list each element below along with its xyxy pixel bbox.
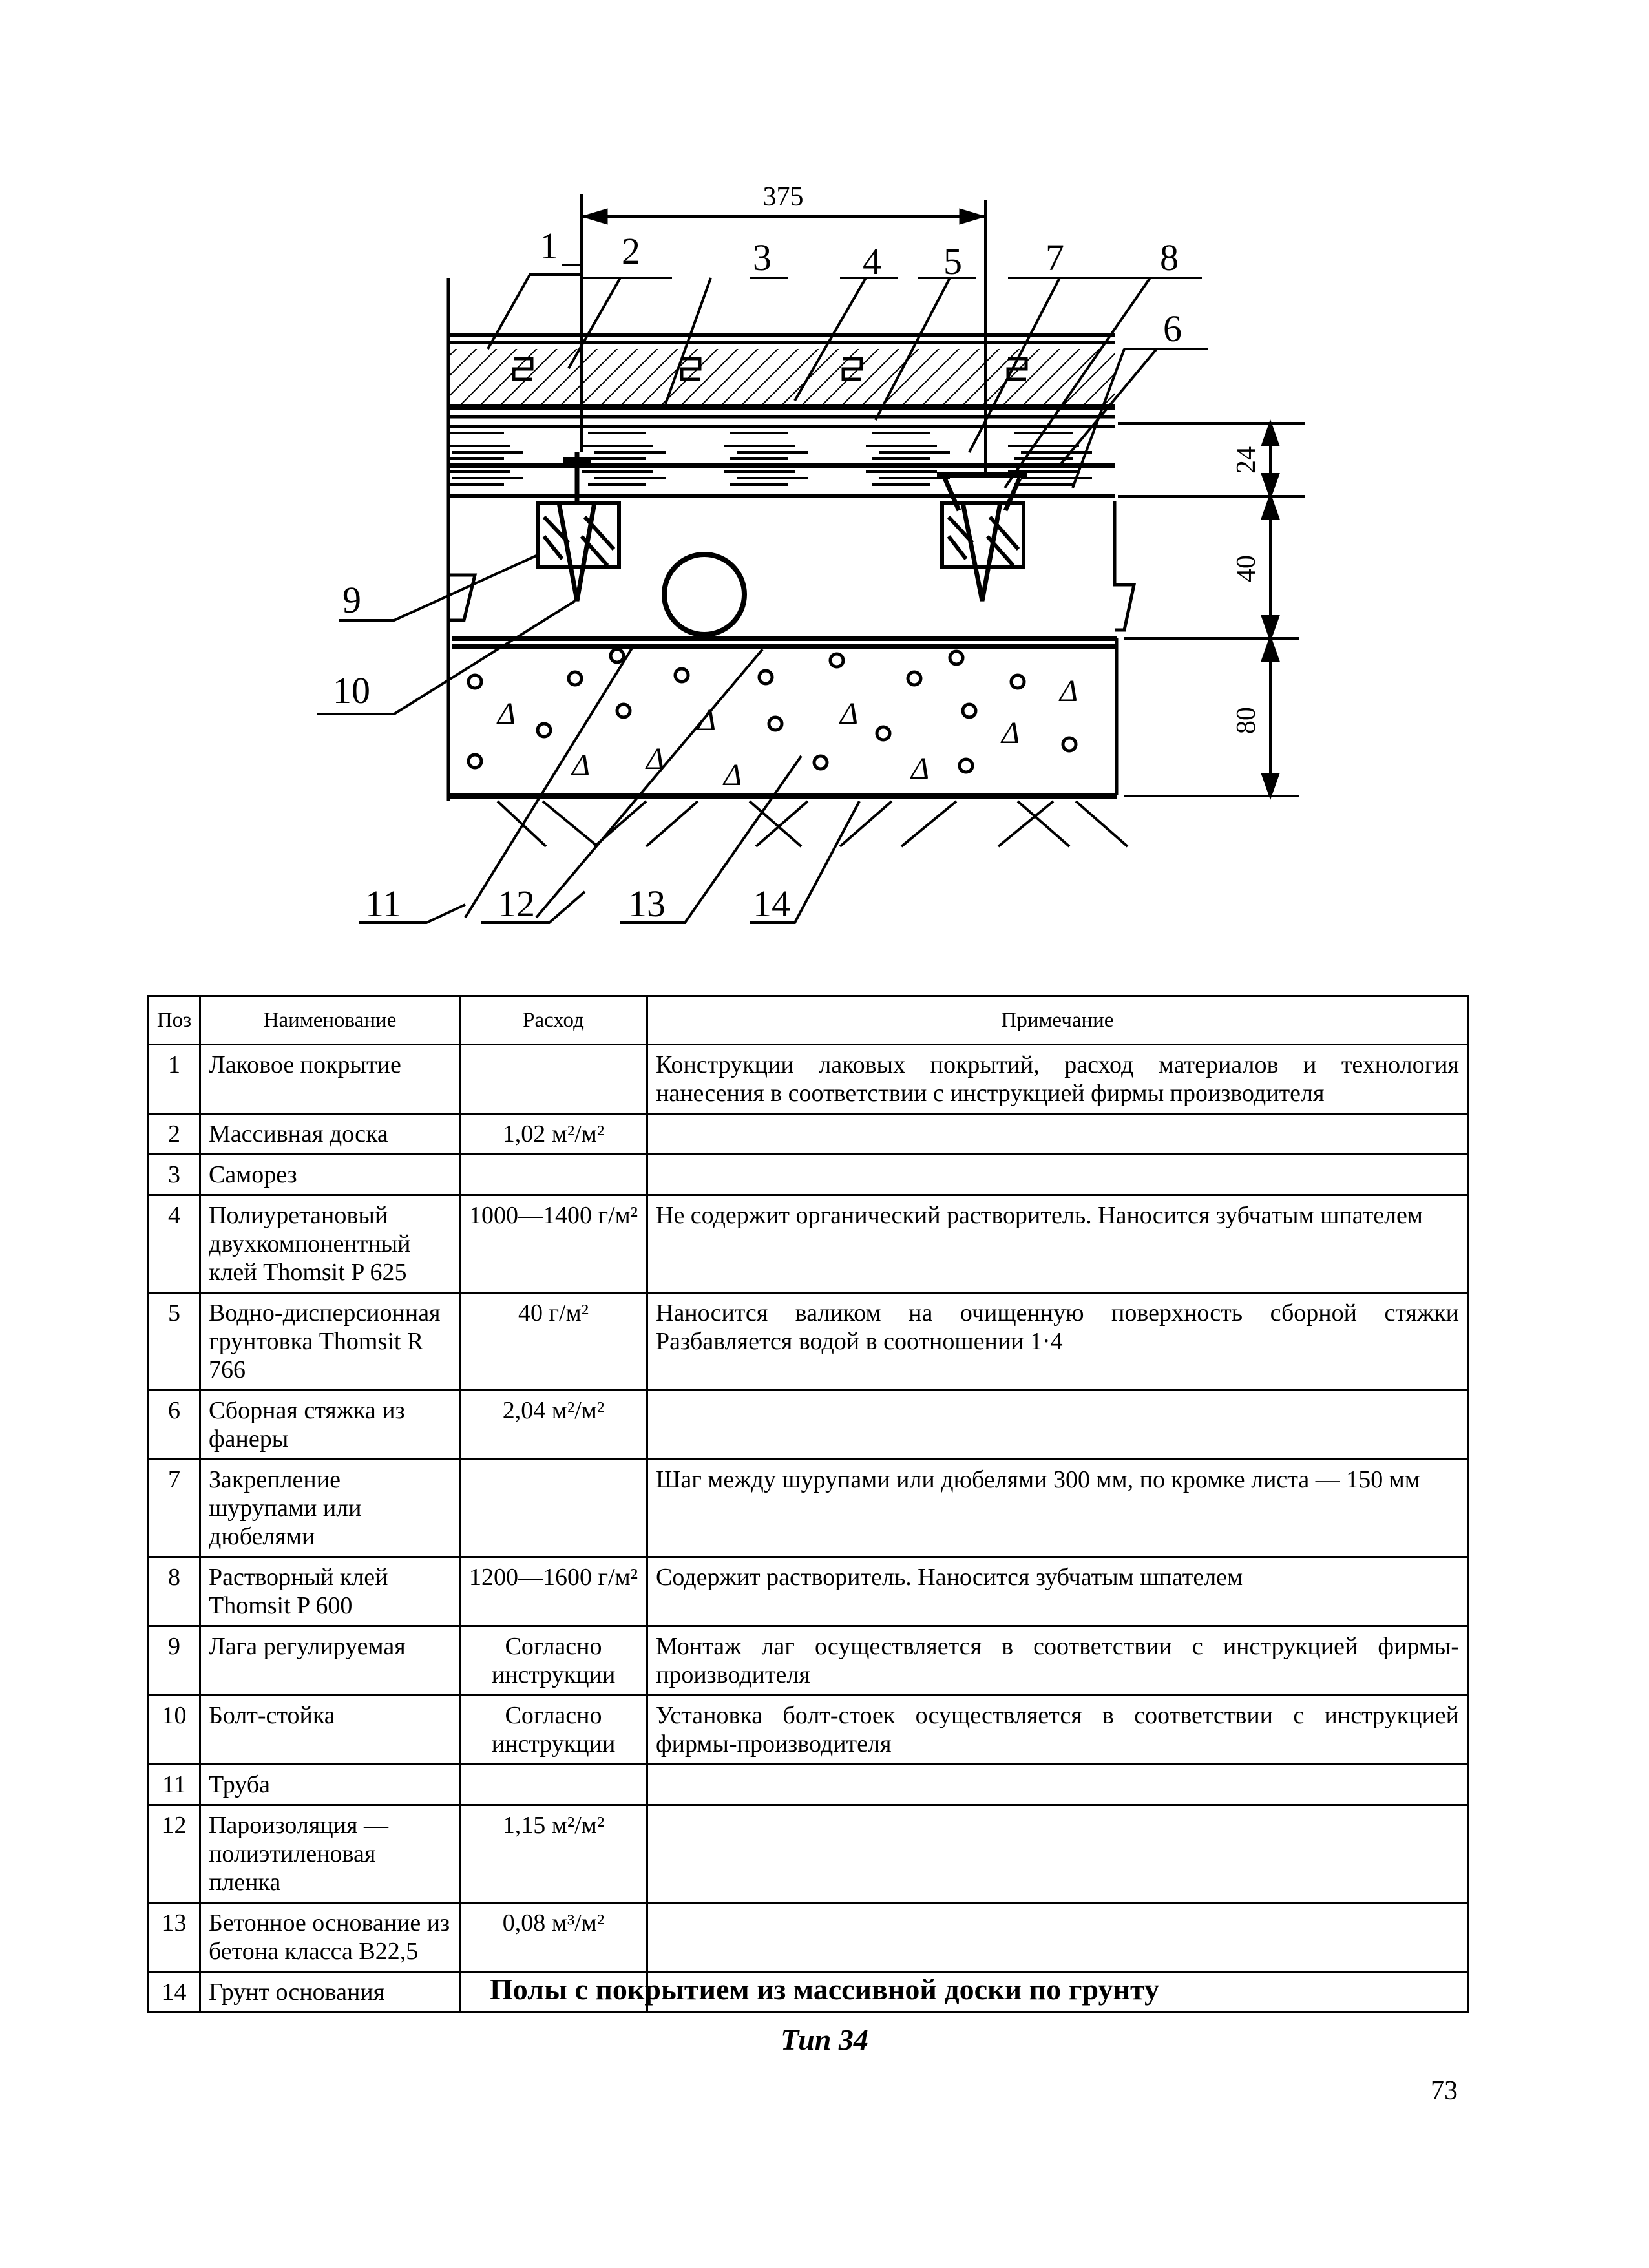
specification-table xyxy=(147,995,1469,2013)
callout-12: 12 xyxy=(498,883,535,925)
callout-14: 14 xyxy=(753,883,790,925)
callout-11: 11 xyxy=(365,883,401,925)
cell-name: Массивная доска xyxy=(200,1114,460,1155)
dimension-width: 375 xyxy=(762,182,804,212)
callout-5: 5 xyxy=(943,240,962,282)
vertical-dimensions xyxy=(1118,423,1305,796)
table-row xyxy=(149,1045,1468,1114)
page-subtitle: Тип 34 xyxy=(781,2023,868,2056)
cell-note: Шаг между шурупами или дюбелями 300 мм, по кромке листа — 150 мм xyxy=(647,1460,1468,1557)
cell-pos: 7 xyxy=(149,1460,200,1557)
cell-pos: 9 xyxy=(149,1626,200,1696)
callout-7: 7 xyxy=(1045,236,1064,278)
massive-board-layer xyxy=(448,335,1115,407)
table-row xyxy=(149,1696,1468,1765)
cell-note: Содержит растворитель. Наносится зубчатым шпателем xyxy=(647,1557,1468,1626)
cell-pos: 5 xyxy=(149,1293,200,1391)
cell-name: Растворный клей Thomsit P 600 xyxy=(200,1557,460,1626)
cell-name: Саморез xyxy=(200,1155,460,1195)
cell-pos: 1 xyxy=(149,1045,200,1114)
pipe xyxy=(664,554,744,635)
callout-1: 1 xyxy=(540,225,558,267)
cell-note: Установка болт-стоек осуществляется в соответствии с инструкцией фирмы-производителя xyxy=(647,1696,1468,1765)
callout-8: 8 xyxy=(1160,236,1179,278)
cell-note xyxy=(647,1805,1468,1903)
table-body xyxy=(149,1045,1468,2013)
svg-text:Δ: Δ xyxy=(698,703,717,737)
cell-name: Пароизоляция — полиэтиленовая пленка xyxy=(200,1805,460,1903)
cell-pos: 13 xyxy=(149,1903,200,1972)
joist-right xyxy=(937,475,1027,601)
table-row xyxy=(149,1114,1468,1155)
dimension-40: 40 xyxy=(1232,555,1261,582)
cell-note xyxy=(647,1155,1468,1195)
callout-6: 6 xyxy=(1163,308,1182,350)
cell-name: Водно-дисперсионная грунтовка Thomsit R 766 xyxy=(200,1293,460,1391)
table-row xyxy=(149,1626,1468,1696)
cell-rate: 1,15 м²/м² xyxy=(460,1805,647,1903)
cell-pos: 6 xyxy=(149,1391,200,1460)
cell-pos: 14 xyxy=(149,1972,200,2013)
cell-note xyxy=(647,1903,1468,1972)
svg-text:Δ: Δ xyxy=(646,742,665,776)
cell-pos: 11 xyxy=(149,1765,200,1805)
table-row xyxy=(149,1155,1468,1195)
cell-note xyxy=(647,1391,1468,1460)
callout-9: 9 xyxy=(342,579,361,621)
cell-name: Закрепление шурупами или дюбелями xyxy=(200,1460,460,1557)
cell-note: Не содержит органический растворитель. Наносится зубчатым шпателем xyxy=(647,1195,1468,1293)
cell-pos: 8 xyxy=(149,1557,200,1626)
cell-note xyxy=(647,1114,1468,1155)
table-row xyxy=(149,1460,1468,1557)
dimension-24: 24 xyxy=(1232,446,1261,474)
page-number: 73 xyxy=(1431,2076,1458,2106)
cell-pos: 12 xyxy=(149,1805,200,1903)
cell-rate xyxy=(460,1460,647,1557)
header-rate: Расход xyxy=(460,996,647,1045)
cell-pos: 3 xyxy=(149,1155,200,1195)
svg-text:Δ: Δ xyxy=(724,758,742,792)
cell-rate xyxy=(460,1155,647,1195)
cell-note xyxy=(647,1765,1468,1805)
cell-note: Наносится валиком на очищенную поверхность сборной стяжки Разбавляется водой в соотношении 1·4 xyxy=(647,1293,1468,1391)
callout-2: 2 xyxy=(622,230,640,272)
cell-pos: 2 xyxy=(149,1114,200,1155)
table-row xyxy=(149,1903,1468,1972)
header-note: Примечание xyxy=(647,996,1468,1045)
callout-4: 4 xyxy=(863,240,881,282)
cell-pos: 4 xyxy=(149,1195,200,1293)
header-pos: Поз xyxy=(149,996,200,1045)
table-row xyxy=(149,1557,1468,1626)
callout-10: 10 xyxy=(333,669,370,711)
cell-rate xyxy=(460,1765,647,1805)
svg-text:Δ: Δ xyxy=(1060,674,1078,708)
cell-name: Грунт основания xyxy=(200,1972,460,2013)
cell-note: Конструкции лаковых покрытий, расход материалов и технология нанесения в соответствии с инструкцией фирмы производителя xyxy=(647,1045,1468,1114)
svg-text:Δ: Δ xyxy=(572,748,591,782)
callout-3: 3 xyxy=(753,236,772,278)
cell-name: Сборная стяжка из фанеры xyxy=(200,1391,460,1460)
concrete-base xyxy=(448,638,1117,918)
svg-text:Δ: Δ xyxy=(1002,716,1020,750)
cell-rate: 0,08 м³/м² xyxy=(460,1903,647,1972)
svg-text:Δ: Δ xyxy=(498,697,516,731)
table-row xyxy=(149,1805,1468,1903)
table-row xyxy=(149,1391,1468,1460)
table-row xyxy=(149,1293,1468,1391)
ground-hatch xyxy=(498,801,1128,846)
dimension-80: 80 xyxy=(1232,707,1261,734)
cell-name: Болт-стойка xyxy=(200,1696,460,1765)
table-header-row xyxy=(149,996,1468,1045)
cell-pos: 10 xyxy=(149,1696,200,1765)
svg-text:Δ: Δ xyxy=(840,697,859,731)
cell-rate: 40 г/м² xyxy=(460,1293,647,1391)
cell-rate: 1000—1400 г/м² xyxy=(460,1195,647,1293)
cell-rate: 1200—1600 г/м² xyxy=(460,1557,647,1626)
cell-note: Монтаж лаг осуществляется в соответствии с инструкцией фирмы-производителя xyxy=(647,1626,1468,1696)
cell-rate: 2,04 м²/м² xyxy=(460,1391,647,1460)
cell-name: Бетонное основание из бетона класса B22,5 xyxy=(200,1903,460,1972)
table-row xyxy=(149,1195,1468,1293)
table-row xyxy=(149,1765,1468,1805)
header-name: Наименование xyxy=(200,996,460,1045)
svg-text:Δ: Δ xyxy=(911,751,930,786)
callout-13: 13 xyxy=(628,883,666,925)
cell-name: Полиуретановый двухкомпонентный клей Thomsit P 625 xyxy=(200,1195,460,1293)
cell-rate xyxy=(460,1045,647,1114)
cell-name: Труба xyxy=(200,1765,460,1805)
cell-rate: Согласно инструкции xyxy=(460,1626,647,1696)
cell-rate: Согласно инструкции xyxy=(460,1696,647,1765)
cell-rate: 1,02 м²/м² xyxy=(460,1114,647,1155)
cell-name: Лага регулируемая xyxy=(200,1626,460,1696)
page-title: Полы с покрытием из массивной доски по грунту xyxy=(490,1973,1159,2006)
floor-section-drawing xyxy=(0,0,1649,956)
cell-name: Лаковое покрытие xyxy=(200,1045,460,1114)
